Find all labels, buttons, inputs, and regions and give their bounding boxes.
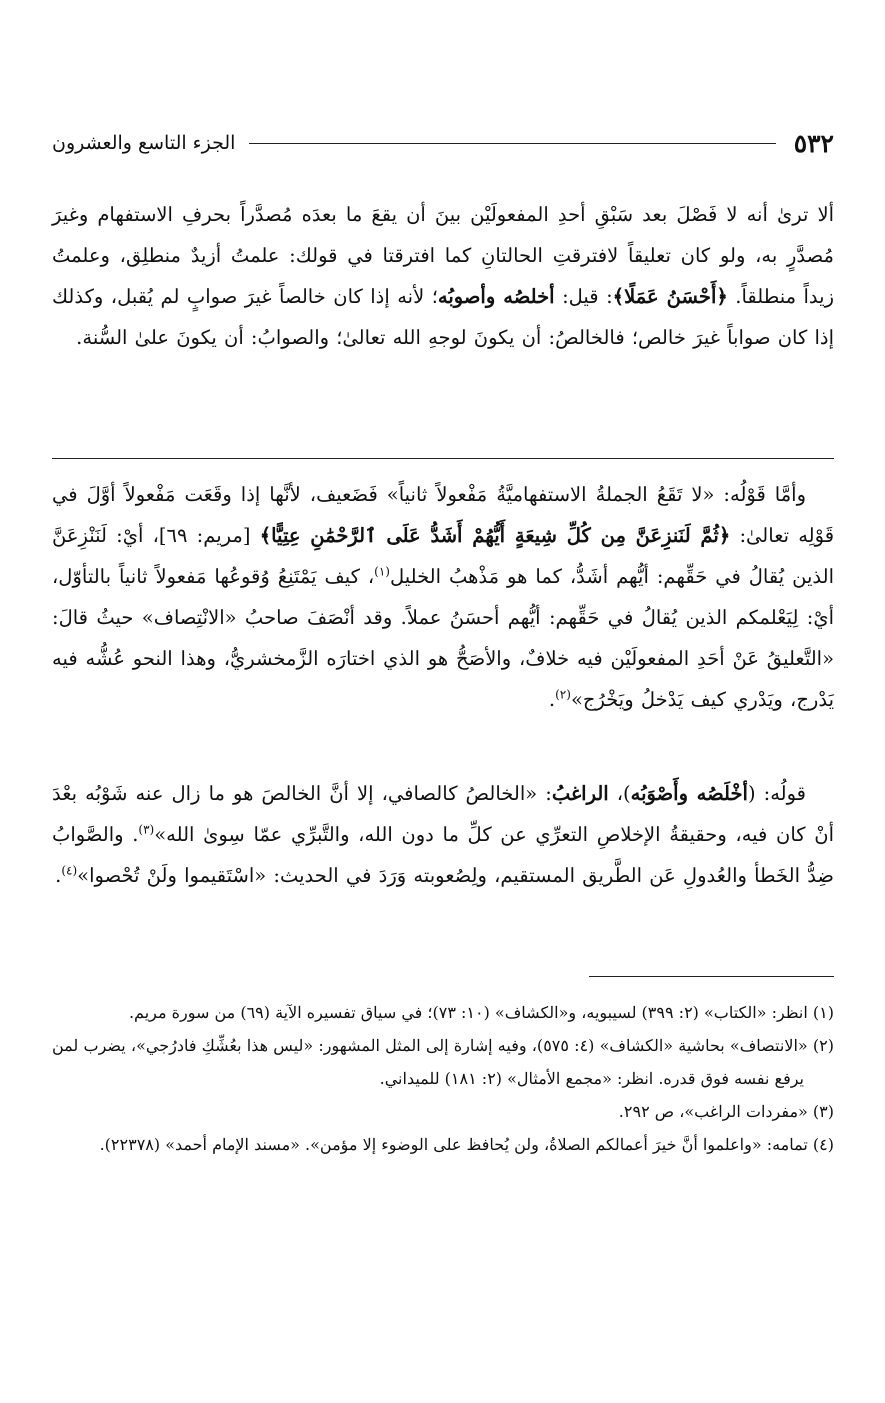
paragraph-text: . [548,688,556,711]
footnote-text: «الانتصاف» بحاشية «الكشاف» (٤: ٥٧٥)، وفيه إشارة إلى المثل المشهور: «ليس هذا بعُشِّكِ فادرُجي»، يضرب لمن يرفع نفسه فوق قدره. انظر: «مجمع الأمثال» (٢: ١٨١) للميداني. [52,1036,808,1088]
paragraph-text: ، كيف يَمْتَنِعُ وُقوعُها مَفعولاً ثانياً بالتأوّل، أيْ: لِيَعْلمكم الذين يُقالُ في حَقِّهم: أيُّهم أحسَنُ عملاً. وقد أنْصَفَ صاحبُ «الانْتِصاف» حيثُ قالَ: «التَّعليقُ عَنْ أحَدِ المفعولَيْن فيه خلافٌ، والأصَحُّ هو الذي اختارَه الزَّمخشريُّ، وهذا النحو عُشُّه فيه يَدْرج، ويَدْري كيف يَدْخلُ ويَخْرُج» [52,565,834,711]
footnote-ref[interactable]: (٢) [555,687,571,702]
footnote [52,1128,834,1161]
running-title: الجزء التاسع والعشرون [52,132,236,154]
bold-phrase: أخْلَصُه وأَصْوَبُه [630,782,748,805]
footnote-text: «مفردات الراغب»، ص ٢٩٢. [618,1102,808,1121]
running-head [52,126,834,160]
page-number: ٥٣٢ [793,128,834,158]
footnote-text: تمامه: «واعلموا أنَّ خيرَ أعمالكم الصلاةُ، ولن يُحافظ على الوضوء إلا مؤمن». «مسند الإمام أحمد» (٢٢٣٧٨). [99,1135,808,1154]
bold-phrase: الراغبُ [551,782,609,805]
paragraph-text: : قيل: [562,285,613,308]
section-divider [52,458,834,459]
footnote-number: (١) [812,1003,834,1022]
paragraph-text: [مريم: ٦٩]، أيْ: لَنَنْزِعَنَّ الذين يُقالُ في حَقِّهم: أيُّهم أشَدُّ، كما هو مَذْهبُ الخليل [52,524,834,588]
paragraph-text: وأمَّا قَوْلُه: «لا تَقَعُ الجملةُ الاستفهاميَّةُ مَفْعولاً ثانياً» فَضَعيف، لأنَّها إذا وقَعَت مَفْعولاً أوَّلَ في قَوْلِه تعالىٰ: [52,483,835,547]
bold-phrase: أخلصُه وأصوبُه [437,285,555,308]
footnote-ref[interactable]: (٣) [138,822,155,837]
footnote-ref[interactable]: (٤) [61,863,78,878]
paragraph-text: ؛ لأنه إذا كان خالصاً غيرَ صوابٍ لم يُقبل، وكذلك إذا كان صواباً غيرَ خالص؛ فالخالصُ: أن يكونَ لوجهِ الله تعالىٰ؛ والصوابُ: أن يكونَ علىٰ السُّنة. [52,285,834,349]
footnote-ref[interactable]: (١) [374,564,390,579]
gloss-paragraph-1 [52,474,834,720]
paragraph-text: . [55,864,62,887]
quran-quote: ﴿ثُمَّ لَنَنزِعَنَّ مِن كُلِّ شِيعَةٍ أَيُّهُمْ أَشَدُّ عَلَى ٱلرَّحْمَٰنِ عِتِيًّا﴾ [259,524,731,547]
footnote-number: (٤) [812,1135,834,1154]
footnote [52,1029,834,1095]
header-rule [249,143,775,144]
paragraph-text: )، [616,782,631,805]
footnote-number: (٢) [812,1036,834,1055]
paragraph-text: : «الخالصُ كالصافي، إلا أنَّ الخالصَ هو ما زال عنه شَوْبُه بعْدَ أنْ كان فيه، وحقيقةُ الإخلاصِ التعرِّي عن كلِّ ما دون الله، والتَّبرِّي عمّا سِوىٰ الله» [52,782,834,846]
footnote-text: انظر: «الكتاب» (٢: ٣٩٩) لسيبويه، و«الكشاف» (١٠: ٧٣)؛ في سياق تفسيره الآية (٦٩) من سورة مريم. [128,1003,808,1022]
gloss-paragraph-2 [52,773,834,896]
footnote-number: (٣) [812,1102,834,1121]
footnote [52,1095,834,1128]
paragraph-text: ألا ترىٰ أنه لا فَصْلَ بعد سَبْقِ أحدِ المفعولَيْن بينَ أن يقعَ ما بعدَه مُصدَّراً بحرفِ الاستفهام وغيرَ مُصدَّرٍ به، ولو كان تعليقاً لافترقتِ الحالتانِ كما افترقتا في قولك: علمتُ أزيدٌ منطلِق، وعلمتُ زيداً منطلقاً. [52,203,835,308]
commentary-block-top [52,194,834,358]
footnote-divider [589,976,834,977]
paragraph-text: قولُه: ( [747,782,806,805]
book-page [52,0,834,1403]
quran-quote: ﴿أَحْسَنُ عَمَلًا﴾ [612,285,728,308]
paragraph-text: . والصَّوابُ ضِدُّ الخَطأ والعُدولِ عَن الطَّريق المستقيم، ولِصُعوبته وَرَدَ في الحديث: «اسْتَقيموا ولَنْ تُحْصوا» [52,823,834,887]
footnote [52,996,834,1029]
footnotes [52,996,834,1161]
